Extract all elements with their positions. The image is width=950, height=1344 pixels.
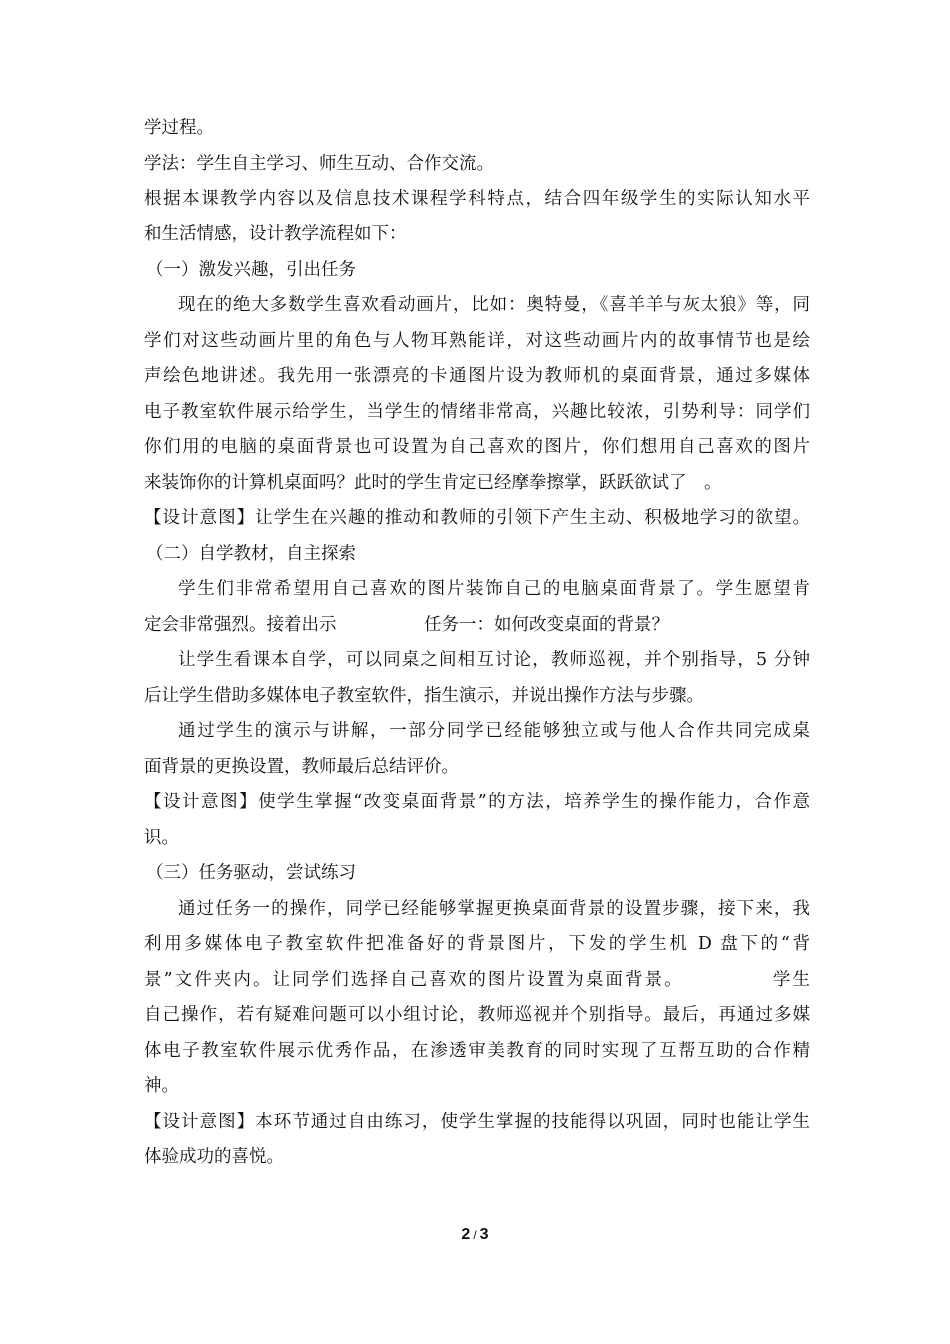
text-line: 学过程。 bbox=[144, 118, 214, 138]
text-line: 学生们非常希望用自己喜欢的图片装饰自己的电脑桌面背景了。学生愿望肯 bbox=[178, 579, 810, 599]
text-line: 体验成功的喜悦。 bbox=[144, 1147, 284, 1167]
design-intent-line: 【设计意图】使学生掌握“改变桌面背景”的方法，培养学生的操作能力，合作意 bbox=[144, 792, 810, 812]
text-line: 声绘色地讲述。我先用一张漂亮的卡通图片设为教师机的桌面背景，通过多媒体 bbox=[144, 366, 810, 386]
page-number bbox=[0, 1225, 950, 1245]
text-line: 自己操作，若有疑难问题可以小组讨论，教师巡视并个别指导。最后，再通过多媒 bbox=[144, 1005, 810, 1025]
text-line: 后让学生借助多媒体电子教室软件，指生演示，并说出操作方法与步骤。 bbox=[144, 686, 704, 706]
text-line: 通过学生的演示与讲解，一部分同学已经能够独立或与他人合作共同完成桌 bbox=[178, 721, 810, 741]
text-line: 和生活情感，设计教学流程如下： bbox=[144, 224, 407, 244]
text-line: 体电子教室软件展示优秀作品，在渗透审美教育的同时实现了互帮互助的合作精 bbox=[144, 1041, 810, 1061]
page-current: 2 bbox=[461, 1226, 471, 1243]
text-line: 你们用的电脑的桌面背景也可设置为自己喜欢的图片，你们想用自己喜欢的图片 bbox=[144, 437, 810, 457]
text-line: 利用多媒体电子教室软件把准备好的背景图片，下发的学生机 D 盘下的“背 bbox=[144, 934, 810, 954]
text-line: 让学生看课本自学，可以同桌之间相互讨论，教师巡视，并个别指导，5 分钟 bbox=[178, 650, 810, 670]
text-line: 根据本课教学内容以及信息技术课程学科特点，结合四年级学生的实际认知水平 bbox=[144, 189, 810, 209]
text-line: 电子教室软件展示给学生，当学生的情绪非常高，兴趣比较浓，引势利导：同学们 bbox=[144, 402, 810, 422]
page-separator: / bbox=[473, 1228, 477, 1242]
text-line: 来装饰你的计算机桌面吗？此时的学生肯定已经摩拳擦掌，跃跃欲试了 。 bbox=[144, 473, 722, 493]
text-line: 神。 bbox=[144, 1076, 179, 1096]
text-line: 面背景的更换设置，教师最后总结评价。 bbox=[144, 757, 459, 777]
design-intent-line: 【设计意图】本环节通过自由练习，使学生掌握的技能得以巩固，同时也能让学生 bbox=[144, 1112, 810, 1132]
text-line: 景”文件夹内。让同学们选择自己喜欢的图片设置为桌面背景。 学生 bbox=[144, 970, 810, 990]
text-line: 学们对这些动画片里的角色与人物耳熟能详，对这些动画片内的故事情节也是绘 bbox=[144, 331, 810, 351]
section-heading: （三）任务驱动，尝试练习 bbox=[146, 863, 356, 883]
design-intent-line: 【设计意图】让学生在兴趣的推动和教师的引领下产生主动、积极地学习的欲望。 bbox=[144, 508, 810, 528]
section-heading: （二）自学教材，自主探索 bbox=[146, 544, 356, 564]
page-total: 3 bbox=[479, 1226, 489, 1243]
section-heading: （一）激发兴趣，引出任务 bbox=[146, 260, 356, 280]
text-line: 学法：学生自主学习、师生互动、合作交流。 bbox=[144, 154, 494, 174]
text-line: 现在的绝大多数学生喜欢看动画片，比如：奥特曼，《喜羊羊与灰太狼》等，同 bbox=[178, 295, 810, 315]
text-line: 定会非常强烈。接着出示 任务一：如何改变桌面的背景？ bbox=[144, 615, 669, 635]
text-line: 识。 bbox=[144, 828, 179, 848]
text-line: 通过任务一的操作，同学已经能够掌握更换桌面背景的设置步骤，接下来，我 bbox=[178, 899, 810, 919]
